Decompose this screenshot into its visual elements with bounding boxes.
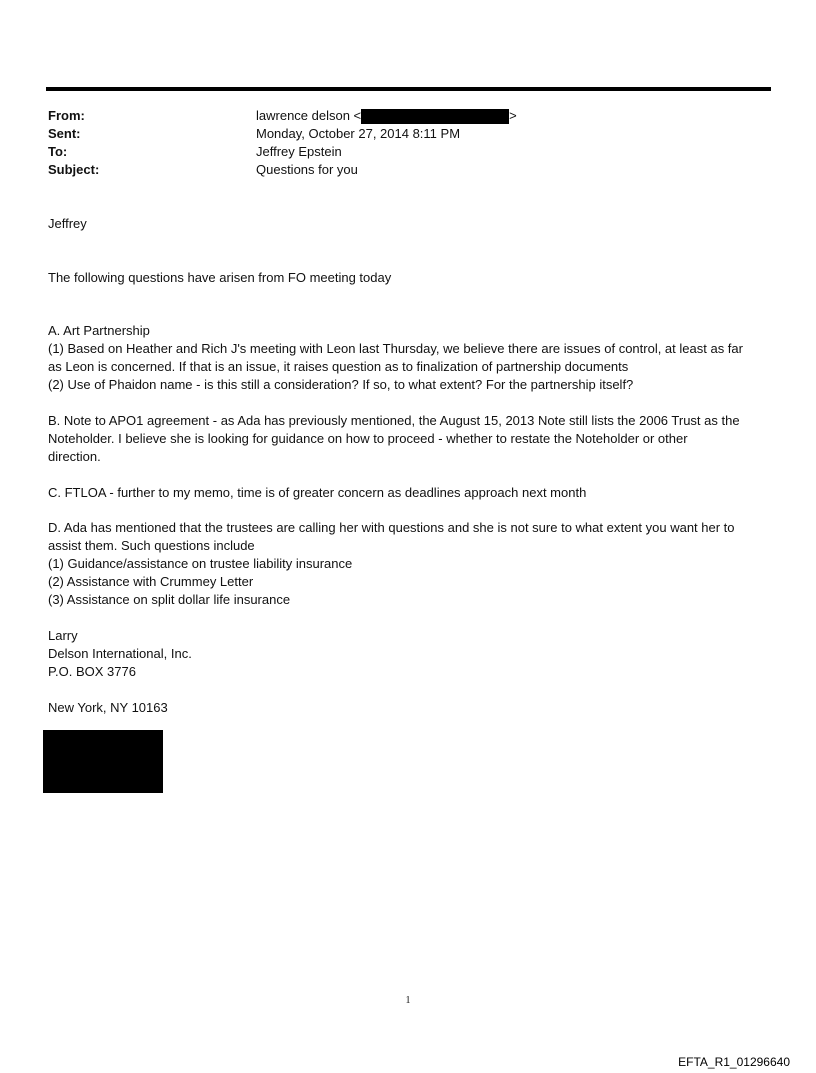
- signature-po-box: P.O. BOX 3776: [48, 664, 136, 679]
- section-a: [48, 322, 773, 394]
- intro-text: The following questions have arisen from FO meeting today: [48, 270, 392, 285]
- section-b-line-2: Noteholder. I believe she is looking for guidance on how to proceed - whether to restate the Noteholder or other: [48, 431, 688, 446]
- subject-label: Subject:: [48, 162, 100, 177]
- section-b: [48, 412, 773, 466]
- section-a-title: A. Art Partnership: [48, 323, 150, 338]
- signature-city: New York, NY 10163: [48, 700, 168, 715]
- redaction-block: [43, 730, 163, 793]
- section-d: [48, 519, 773, 609]
- section-d-line-1: D. Ada has mentioned that the trustees are calling her with questions and she is not sure to what extent you want her to: [48, 520, 735, 535]
- section-d-item-3: (3) Assistance on split dollar life insurance: [48, 592, 291, 607]
- page-number: 1: [405, 995, 411, 1006]
- to-label: To:: [48, 144, 68, 159]
- section-d-item-2: (2) Assistance with Crummey Letter: [48, 574, 254, 589]
- signature-block: [48, 627, 773, 717]
- document-id: EFTA_R1_01296640: [678, 1055, 790, 1069]
- signature-name: Larry: [48, 628, 78, 643]
- section-a-item-2: (2) Use of Phaidon name - is this still a consideration? If so, to what extent? For the partnership itself?: [48, 377, 634, 392]
- from-label: From:: [48, 108, 85, 123]
- section-b-line-3: direction.: [48, 449, 101, 464]
- signature-company: Delson International, Inc.: [48, 646, 192, 661]
- section-a-item-1-line-2: as Leon is concerned. If that is an issue, it raises question as to finalization of partnership documents: [48, 359, 629, 374]
- sent-label: Sent:: [48, 126, 81, 141]
- to-value: Jeffrey Epstein: [256, 144, 342, 159]
- greeting: Jeffrey: [48, 216, 87, 231]
- subject-value: Questions for you: [256, 162, 358, 177]
- section-d-item-1: (1) Guidance/assistance on trustee liability insurance: [48, 556, 353, 571]
- section-d-line-2: assist them. Such questions include: [48, 538, 255, 553]
- section-a-item-1-line-1: (1) Based on Heather and Rich J's meeting with Leon last Thursday, we believe there are issues of control, at least as far: [48, 341, 743, 356]
- section-b-line-1: B. Note to APO1 agreement - as Ada has previously mentioned, the August 15, 2013 Note still lists the 2006 Trust as the: [48, 413, 740, 428]
- redaction-email: [361, 109, 509, 124]
- section-c: C. FTLOA - further to my memo, time is of greater concern as deadlines approach next month: [48, 485, 587, 500]
- from-tail: >: [509, 108, 517, 123]
- from-value: [256, 107, 517, 125]
- header-rule: [46, 87, 771, 91]
- sent-value: Monday, October 27, 2014 8:11 PM: [256, 126, 461, 141]
- from-name: lawrence delson <: [256, 108, 362, 123]
